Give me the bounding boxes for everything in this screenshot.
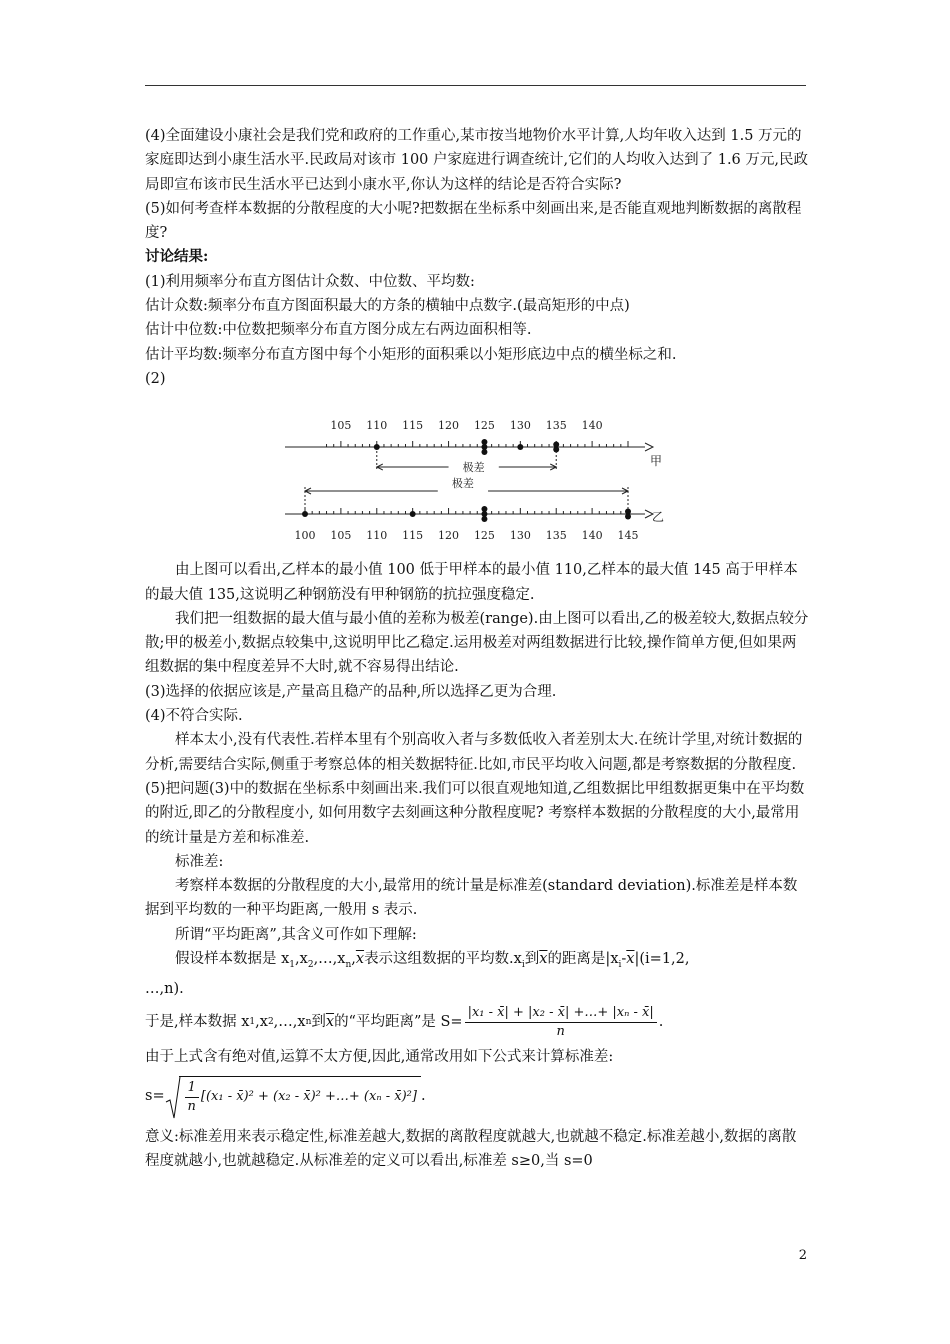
result-1-mean: 估计平均数:频率分布直方图中每个小矩形的面积乘以小矩形底边中点的横坐标之和.	[145, 346, 677, 363]
number-line-figure	[145, 395, 810, 550]
one-over-n: $\frac{1}{n}$	[185, 1079, 199, 1116]
text-sd-meaning: 意义:标准差用来表示稳定性,标准差越大,数据的离散程度就越大,也就越不稳定.标准差越小,数据的离散程度就越小,也就越稳定.从标准差的定义可以看出,标准差 s≥0,当 s=0	[145, 1128, 797, 1170]
discussion-heading: 讨论结果:	[145, 248, 209, 266]
point-jia	[481, 449, 487, 455]
text-sd-intro: 考察样本数据的分散程度的大小,最常用的统计量是标准差(standard deviation).标准差是样本数据到平均数的一种平均距离,一般用 s 表示.	[145, 878, 798, 919]
label-jia: 甲	[650, 454, 663, 469]
page-number: 2	[798, 1248, 807, 1263]
text-sample-size: 样本太小,没有代表性.若样本里有个别高收入者与多数低收入者差别太大.在统计学里,对统计数据的分析,需要结合实际,侧重于考察总体的相关数据特征.比如,市民平均收入问题,都是考察数据的分散程度.	[145, 732, 803, 773]
tick-label-jia: 115	[402, 419, 424, 433]
text-sample-assume: 假设样本数据是 $x_1,x_2,\dots,x_n,\overline{x}$表示这组数据的平均数$.x_i$到$\overline{x}$的距离是$|x_i-\overline{x}|(i=1,2$,	[175, 951, 690, 970]
point-yi	[302, 511, 308, 517]
label-yi: 乙	[652, 510, 665, 525]
range-jia-label: 极差	[462, 461, 485, 475]
header-rule	[145, 85, 806, 86]
point-yi	[481, 516, 487, 522]
number-line-svg	[145, 395, 810, 550]
tick-label-jia: 120	[438, 419, 460, 433]
point-jia	[517, 444, 523, 450]
point-yi	[625, 514, 631, 520]
result-1-mode: 估计众数:频率分布直方图面积最大的方条的横轴中点数字.(最高矩形的中点)	[145, 298, 630, 315]
fraction	[465, 1004, 657, 1041]
sum-of-squares: [(x₁ - x̄)² + (x₂ - x̄)² +…+ (xₙ - x̄)²]	[200, 1089, 417, 1105]
tick-label-yi: 120	[438, 529, 460, 543]
result-3: (3)选择的依据应该是,产量高且稳产的品种,所以选择乙更为合理.	[145, 683, 557, 700]
tick-label-yi: 135	[545, 529, 567, 543]
tick-label-yi: 125	[473, 529, 495, 543]
fraction-numerator: |x₁ - x̄| + |x₂ - x̄| +…+ |xₙ - x̄|	[465, 1004, 657, 1023]
page-body	[145, 124, 810, 1173]
tick-label-jia: 105	[330, 419, 352, 433]
text-sample-assume-end: …,n).	[145, 981, 184, 998]
result-1-median: 估计中位数:中位数把频率分布直方图分成左右两边面积相等.	[145, 322, 532, 339]
result-5: (5)把问题(3)中的数据在坐标系中刻画出来.我们可以很直观地知道,乙组数据比甲组数据更集中在平均数的附近,即乙的分散程度小, 如何用数字去刻画这种分散程度呢? 考察样本数据的分散程度的大小,最常用的统计量是方差和标准差.	[145, 780, 805, 846]
radical-sign	[165, 1076, 181, 1120]
point-yi	[410, 511, 416, 517]
formula-average-distance: 于是,样本数据 x 1 ,x 2 ,…,x n 到 $\overline{x}$ 的“平均距离”是 S= $\frac{\text{|x₁ - x̄| + |x₂ - x̄| +…+ |xₙ - x̄|}}{n}$ .	[145, 1004, 664, 1039]
text-range-compare: 由上图可以看出,乙样本的最小值 100 低于甲样本的最小值 110,乙样本的最大值 145 高于甲样本的最大值 135,这说明乙种钢筋没有甲种钢筋的抗拉强度稳定.	[145, 562, 798, 603]
sqrt-expression	[165, 1076, 421, 1116]
range-yi-label: 极差	[451, 477, 474, 491]
question-4: (4)全面建设小康社会是我们党和政府的工作重心,某市按当地物价水平计算,人均年收入达到 1.5 万元的家庭即达到小康生活水平.民政局对该市 100 户家庭进行调查统计,它们的人均收入达到了 1.6 万元,民政局即宣布该市民生活水平已达到小康水平,你认为这样的结论是否符合实际?	[145, 128, 808, 193]
tick-label-yi: 130	[509, 529, 531, 543]
tick-label-jia: 130	[509, 419, 531, 433]
tick-label-jia: 135	[545, 419, 567, 433]
result-1: (1)利用频率分布直方图估计众数、中位数、平均数:	[145, 273, 475, 290]
sd-heading: 标准差:	[175, 853, 224, 870]
fraction-denominator: n	[556, 1023, 565, 1039]
text-use-formula: 由于上式含有绝对值,运算不太方便,因此,通常改用如下公式来计算标准差:	[145, 1048, 614, 1065]
tick-label-jia: 110	[366, 419, 388, 433]
tick-label-yi: 110	[366, 529, 388, 543]
text-average-distance: 所谓“平均距离”,其含义可作如下理解:	[175, 926, 417, 943]
text-range-definition: 我们把一组数据的最大值与最小值的差称为极差(range).由上图可以看出,乙的极差较大,数据点较分散;甲的极差小,数据点较集中,这说明甲比乙稳定.运用极差对两组数据进行比较,操作简单方便,但如果两组数据的集中程度差异不大时,就不容易得出结论.	[145, 610, 809, 676]
result-2-label: (2)	[145, 370, 166, 387]
tick-label-yi: 140	[581, 529, 603, 543]
point-jia	[374, 444, 380, 450]
tick-label-yi: 100	[294, 529, 316, 543]
tick-label-jia: 125	[473, 419, 495, 433]
tick-label-jia: 140	[581, 419, 603, 433]
tick-label-yi: 115	[402, 529, 424, 543]
formula-standard-deviation: s= $\frac{1}{n}$ [(x₁ - x̄)² + (x₂ - x̄)² +…+ (xₙ - x̄)²] .	[145, 1071, 810, 1121]
question-5: (5)如何考查样本数据的分散程度的大小呢?把数据在坐标系中刻画出来,是否能直观地判断数据的离散程度?	[145, 200, 802, 242]
result-4: (4)不符合实际.	[145, 708, 243, 725]
tick-label-yi: 145	[617, 529, 639, 543]
tick-label-yi: 105	[330, 529, 352, 543]
axis-jia-arrow	[645, 443, 653, 451]
